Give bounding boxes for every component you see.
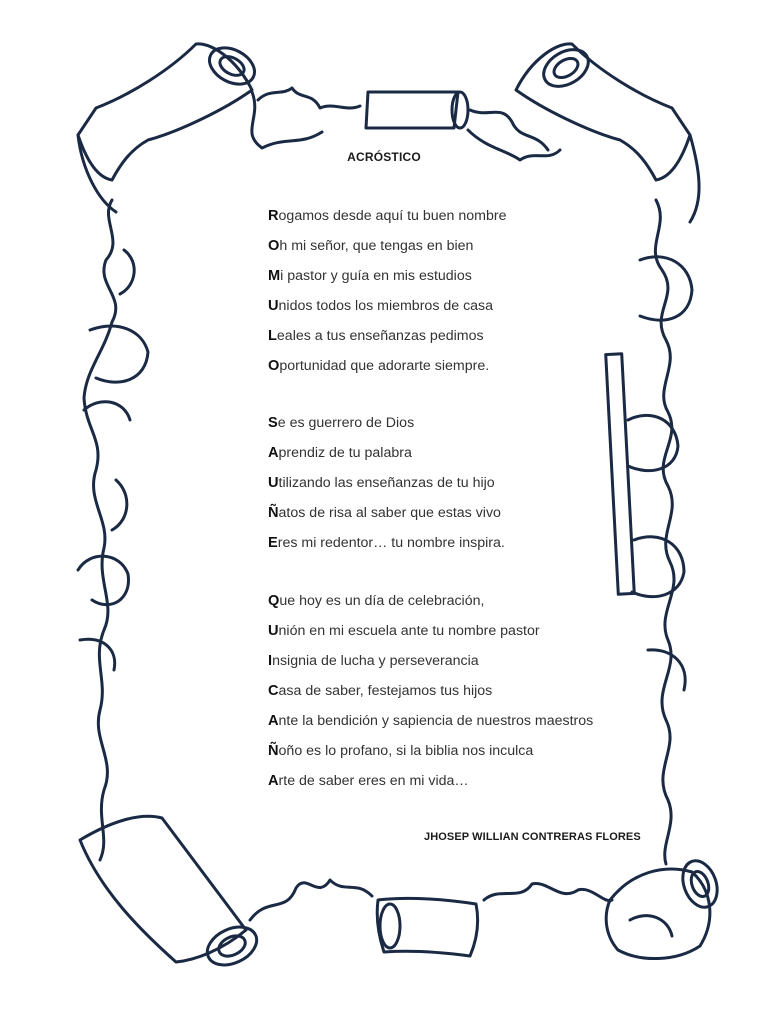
- line-initial: S: [268, 415, 278, 431]
- line-initial: C: [268, 683, 279, 699]
- poem-line: [268, 504, 505, 534]
- stanza-2: [268, 414, 505, 564]
- page-title: ACRÓSTICO: [347, 150, 421, 164]
- line-text: ogamos desde aquí tu buen nombre: [278, 208, 507, 224]
- line-text: tilizando las enseñanzas de tu hijo: [278, 475, 495, 491]
- bottom-right-scroll-icon: [606, 856, 723, 959]
- line-text: i pastor y guía en mis estudios: [280, 268, 472, 284]
- line-text: prendiz de tu palabra: [278, 445, 412, 461]
- line-text: res mi redentor… tu nombre inspira.: [277, 535, 505, 551]
- top-left-scroll-icon: [78, 41, 261, 212]
- line-text: nsignia de lucha y perseverancia: [272, 653, 479, 669]
- author-name: JHOSEP WILLIAN CONTRERAS FLORES: [424, 831, 641, 843]
- line-initial: L: [268, 328, 277, 344]
- line-text: rte de saber eres en mi vida…: [278, 773, 469, 789]
- poem-line: [268, 622, 593, 652]
- stanza-1: [268, 207, 507, 387]
- line-initial: U: [268, 298, 279, 314]
- poem-line: [268, 414, 505, 444]
- poem-line: [268, 712, 593, 742]
- line-text: e es guerrero de Dios: [277, 415, 415, 431]
- line-text: nión en mi escuela ante tu nombre pastor: [278, 623, 540, 639]
- poem-line: [268, 357, 507, 387]
- poem-line: [268, 297, 507, 327]
- line-initial: Ñ: [268, 505, 279, 521]
- line-initial: M: [268, 268, 281, 284]
- line-initial: Ñ: [268, 743, 279, 759]
- line-text: asa de saber, festejamos tus hijos: [278, 683, 493, 699]
- line-initial: A: [268, 713, 279, 729]
- stanza-3: [268, 592, 593, 802]
- line-initial: U: [268, 623, 279, 639]
- line-initial: E: [268, 535, 278, 551]
- poem-line: [268, 652, 593, 682]
- bottom-left-scroll-icon: [80, 816, 263, 972]
- poem-line: [268, 237, 507, 267]
- poem-line: [268, 534, 505, 564]
- poem-line: [268, 267, 507, 297]
- poem-line: [268, 742, 593, 772]
- line-text: nte la bendición y sapiencia de nuestros maestros: [278, 713, 594, 729]
- line-text: atos de risa al saber que estas vivo: [278, 505, 501, 521]
- line-initial: O: [268, 238, 280, 254]
- poem-line: [268, 207, 507, 237]
- right-edge-icon: [655, 200, 674, 864]
- line-initial: I: [268, 653, 273, 669]
- line-initial: U: [268, 475, 279, 491]
- poem-line: [268, 327, 507, 357]
- line-initial: O: [268, 358, 280, 374]
- line-initial: Q: [268, 593, 280, 609]
- top-right-scroll-icon: [516, 42, 699, 222]
- line-text: oño es lo profano, si la biblia nos inculca: [278, 743, 534, 759]
- line-initial: A: [268, 773, 279, 789]
- line-initial: R: [268, 208, 279, 224]
- line-initial: A: [268, 445, 279, 461]
- poem-line: [268, 474, 505, 504]
- poem-line: [268, 772, 593, 802]
- line-text: portunidad que adorarte siempre.: [279, 358, 490, 374]
- poem-line: [268, 592, 593, 622]
- line-text: nidos todos los miembros de casa: [278, 298, 494, 314]
- poem-line: [268, 682, 593, 712]
- line-text: ue hoy es un día de celebración,: [279, 593, 485, 609]
- line-text: h mi señor, que tengas en bien: [279, 238, 474, 254]
- line-text: eales a tus enseñanzas pedimos: [276, 328, 484, 344]
- poem-line: [268, 444, 505, 474]
